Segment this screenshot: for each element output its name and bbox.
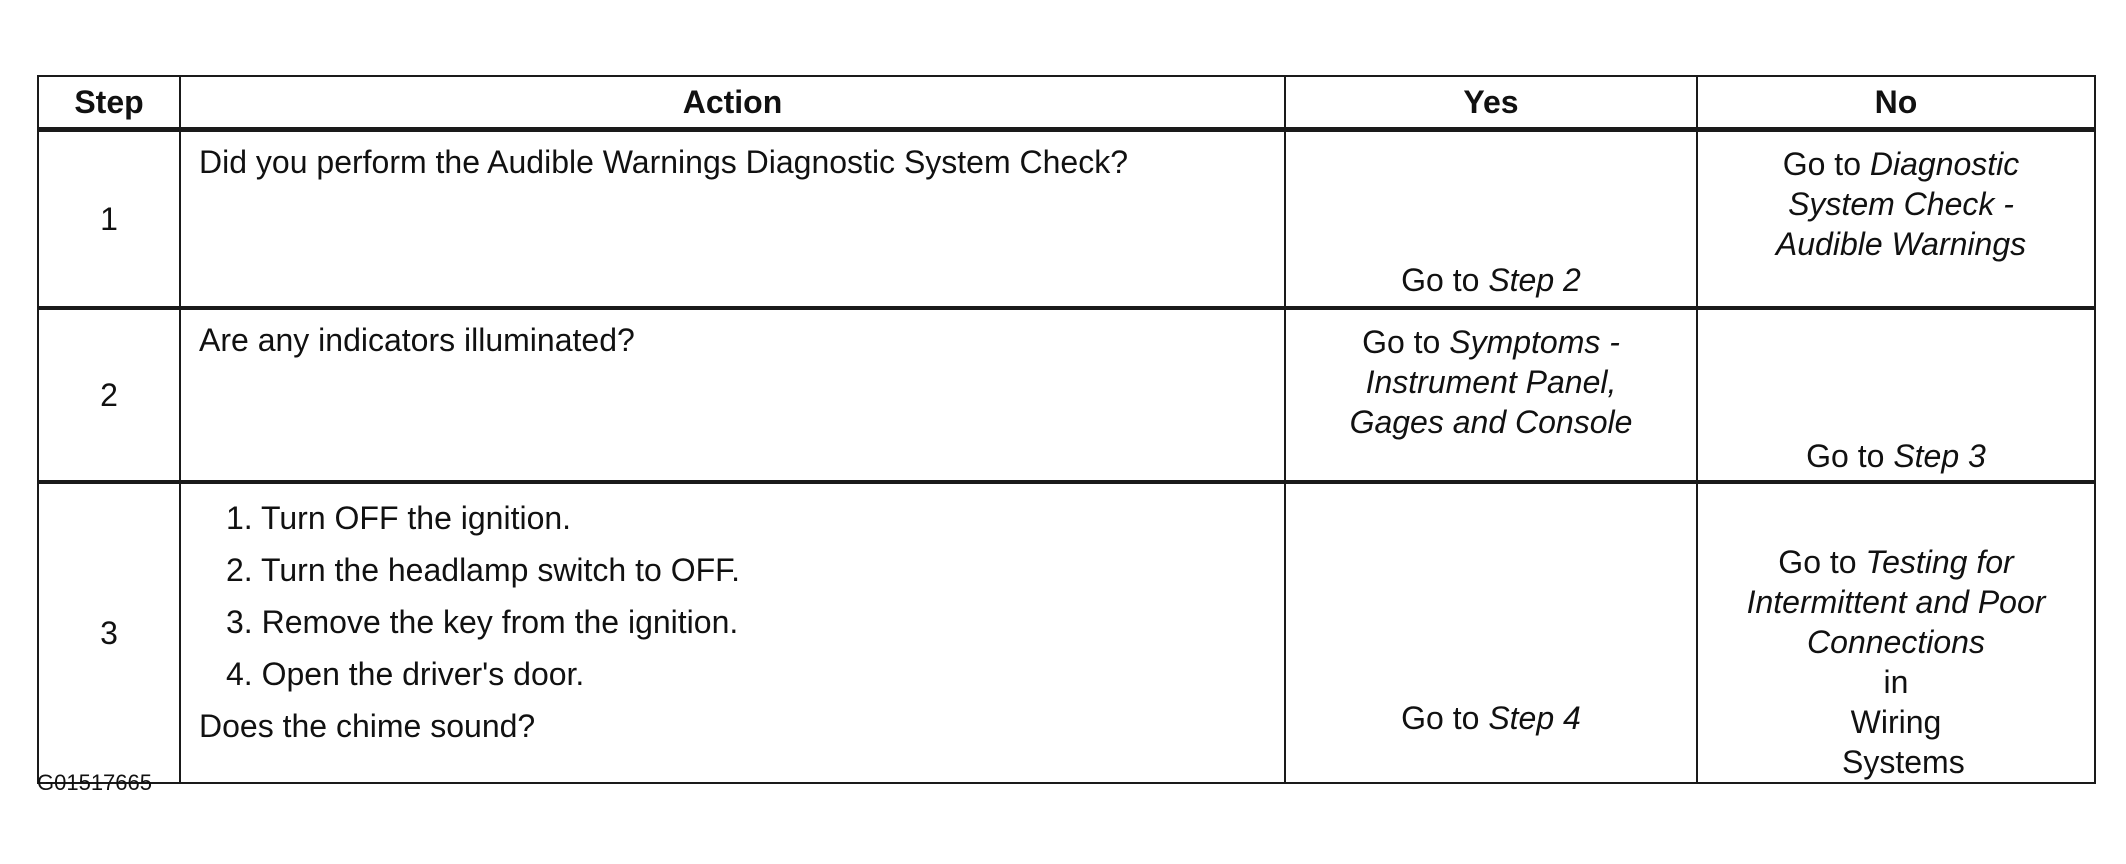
step-number: 3	[38, 482, 180, 783]
yes-cell	[1285, 130, 1697, 308]
no-result	[1698, 484, 2094, 782]
table-row	[38, 130, 2095, 308]
no-link: Testing for Intermittent and Poor Connections	[1746, 543, 2046, 660]
yes-prefix: Go to	[1362, 323, 1441, 360]
no-cell	[1697, 308, 2095, 482]
action-text: Are any indicators illuminated?	[199, 321, 635, 358]
diagnostic-table	[37, 75, 2096, 784]
yes-prefix: Go to	[1401, 699, 1480, 736]
no-prefix: Go to	[1778, 543, 1857, 580]
step-number: 1	[38, 130, 180, 308]
no-result	[1698, 132, 2094, 264]
yes-link: Symptoms - Instrument Panel, Gages and Console	[1349, 323, 1633, 440]
figure-id: G01517665	[37, 770, 152, 795]
no-suffix: in Wiring Systems	[1842, 663, 1965, 780]
action-text: Did you perform the Audible Warnings Diagnostic System Check?	[199, 144, 1129, 180]
no-result	[1698, 436, 2094, 476]
list-item: 2. Turn the headlamp switch to OFF.	[226, 551, 741, 588]
no-link: Diagnostic System Check - Audible Warnings	[1775, 146, 2027, 262]
yes-cell	[1285, 482, 1697, 783]
list-item: 4. Open the driver's door.	[226, 655, 585, 692]
yes-link: Step 4	[1488, 699, 1581, 736]
no-cell	[1697, 130, 2095, 308]
action-steps-list	[181, 484, 1284, 704]
header-no: No	[1697, 76, 2095, 130]
action-cell	[180, 130, 1285, 308]
list-item: 1. Turn OFF the ignition.	[226, 499, 572, 536]
no-prefix: Go to	[1782, 146, 1861, 182]
yes-result	[1286, 310, 1696, 442]
yes-result	[1286, 260, 1696, 300]
header-action: Action	[180, 76, 1285, 130]
list-item: 3. Remove the key from the ignition.	[226, 603, 739, 640]
yes-result	[1286, 698, 1696, 738]
yes-prefix: Go to	[1401, 262, 1480, 298]
step-number: 2	[38, 308, 180, 482]
header-yes: Yes	[1285, 76, 1697, 130]
table-header-row	[38, 76, 2095, 130]
yes-cell	[1285, 308, 1697, 482]
no-prefix: Go to	[1806, 437, 1885, 474]
header-step: Step	[38, 76, 180, 130]
no-link: Step 3	[1893, 437, 1986, 474]
table-row	[38, 308, 2095, 482]
action-question: Does the chime sound?	[199, 707, 536, 744]
yes-link: Step 2	[1488, 262, 1581, 298]
table-row	[38, 482, 2095, 783]
action-cell	[180, 482, 1285, 783]
no-cell	[1697, 482, 2095, 783]
action-cell	[180, 308, 1285, 482]
